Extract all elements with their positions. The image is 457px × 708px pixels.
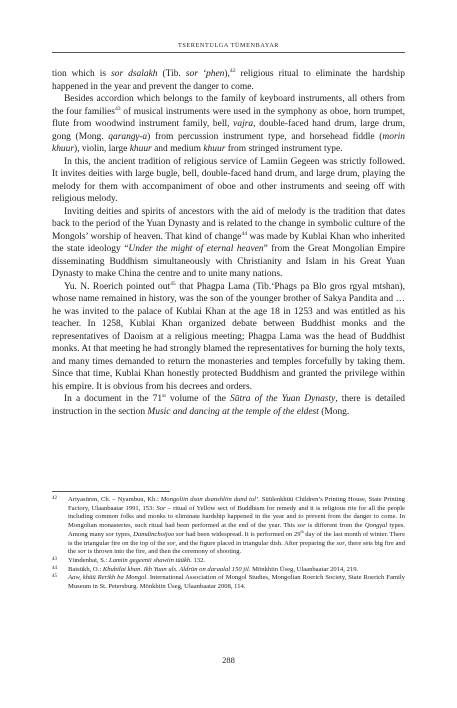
superscript-ref: 44 xyxy=(241,230,248,237)
italic-text: Under the might of eternal heaven xyxy=(128,244,264,254)
superscript-ref: 42 xyxy=(229,67,236,74)
footnote-number: 42 xyxy=(52,496,57,501)
page-number: 288 xyxy=(222,655,235,665)
paragraph: Yu. N. Roerich pointed out$^{45}$ that Phagpa Lama (Tib.‘Phags pa Blo gros rgyal mtshan), whose name remained in history, was the son of the younger brother of Sakya Pandita and … he was invited to the palace of Kublai Khan at the age 18 in 1253 and was entitled as his teacher. In 1258, Kublai Khan organized debate between Buddhist monks and the representatives of Daoism at a religious meeting; Phagpa Lama was the head of Buddhist monks. At that meeting he had strongly blamed the representatives for burning the holy texts, and many times demanded to return the monasteries and temples forcefully by taking them. Since that time, Kublai Khan honestly protected Buddhism and granted the privilege within his empire. It is obvious from his decrees and orders. xyxy=(52,280,406,392)
superscript-ref: th xyxy=(300,528,304,534)
italic-text: Khubilai khan. Ikh Yuan uls. Aldrün on daraalal 150 jil xyxy=(102,565,249,573)
italic-text: Sūtra of the Yuan Dynasty xyxy=(230,394,336,404)
header-rule xyxy=(52,52,405,53)
paragraph: In a document in the 71st volume of the Sūtra of the Yuan Dynasty, there is detailed instruction in the section Music and dancing at the temple of the eldest (Mong. xyxy=(52,392,405,417)
running-head: TSERENTULGA TÜMENBAYAR xyxy=(177,42,280,49)
italic-text: Lamiin gegeenii shawiin tüükh xyxy=(109,556,191,564)
italic-text: sor xyxy=(105,530,115,538)
footnote-number: 43 xyxy=(52,556,57,562)
italic-text: khuur xyxy=(203,144,226,154)
italic-text: Qongγal xyxy=(364,522,388,530)
footnote: 42 Ariyasüren, Ch. – Nyambuu, Kh.: Mongoliin dsan dsanshliin dund tol’. Süülenkhüü Children’s Printing House, State Printing Factory, Ulaanbaatar 1991, 153: Sor – ritual of Yellow sect of Buddhism for remedy and it is religious rite for all the people including common folks and monks to eliminate hardship happened in the year and to prevent from the danger to come. In Mongolian monasteries, such ritual had been performed at the end of the year. This sor is different from the Qongγal types. Among many sor types, Damdinchoijoo sor had been widespread. It is performed on 29th day of the last month of winter. There is the triangular fire on the top of the sor, and the figure placed in triangular dish. After preparing the sor, there sets big fire and the sor is thrown into the fire, and then the ceremony of shooting. xyxy=(52,496,405,556)
italic-text: sor xyxy=(166,539,176,547)
paragraph: Inviting deities and spirits of ancestors with the aid of melody is the tradition that dates back to the period of the Yuan Dynasty and is related to the change in symbolic culture of the Mongols’ worship of heaven. That kind of change$^{44}$ was made by Kublai Khan who inherited the state ideology “Under the might of eternal heaven” from the Great Mongolian Empire disseminating Buddhism simultaneously with Christianity and Islam in his Great Yuan Dynasty to make China the centre and to unite many nations. xyxy=(52,206,406,279)
footnote: 45 Aaw, khüü Rerikh ba Mongol. International Association of Mongol Studies, Mongolian Roerich Society, State Roerich Family Museum in St. Petersburg. Mönkhiin Üseg, Ulaanbaatar 2008, 114. xyxy=(52,574,405,591)
italic-text: sor xyxy=(336,539,345,547)
italic-text: khuur xyxy=(129,144,152,154)
superscript-ref: st xyxy=(162,392,166,399)
italic-text: Sor xyxy=(156,504,166,512)
italic-text: Music and dancing at the temple of the eldest xyxy=(147,406,319,417)
paragraph: Besides accordion which belongs to the family of keyboard instruments, all others from the four families$^{43}$ of musical instruments were used in the symphony as oboe, horn trumpet, flute from woodwind instrument family, bell, vajra, double-faced hand drum, large drum, gong (Mong. qarangγ-a) from percussion instrument type, and horsehead fiddle (morin khuur), violin, large khuur and medium khuur from stringed instrument type. xyxy=(52,94,406,154)
superscript-ref: 43 xyxy=(114,105,121,112)
italic-text: qarangγ-a xyxy=(108,131,148,142)
italic-text: sor dsalakh xyxy=(111,69,158,79)
italic-text: vajra, xyxy=(233,119,256,129)
italic-text: morin khuur xyxy=(52,131,405,154)
italic-text: sor xyxy=(77,548,87,556)
italic-text: sor xyxy=(297,522,306,530)
italic-text: Damdinchoijoo sor xyxy=(133,530,185,538)
footnotes xyxy=(52,496,405,592)
italic-text: Mongoliin dsan dsanshliin dund tol’ xyxy=(160,496,259,503)
footnote-number: 44 xyxy=(52,565,57,571)
footnote: 43 Yündenbat, S.: Lamiin gegeenii shawiin tüükh. 132. xyxy=(52,556,206,564)
italic-text: Aaw, khüü Rerikh ba Mongol xyxy=(68,574,147,582)
superscript-ref: 45 xyxy=(170,280,176,287)
italic-text: sor ‘phen xyxy=(185,69,225,79)
paragraph: In this, the ancient tradition of religious service of Lamiin Gegeen was strictly followed. It invites deities with large bugle, bell, double-faced hand drum, and large drum, playing the melody for them with accompaniment of oboe and other instruments and seeing off with religious melody. xyxy=(52,156,405,204)
body-text xyxy=(52,68,405,418)
footnote: 44 Batsükh, O.: Khubilai khan. Ikh Yuan uls. Aldrün on daraalal 150 jil. Mönkhiin Üseg, Ulaanbaatar 2014, 219. xyxy=(52,565,359,573)
footnote-number: 45 xyxy=(52,574,57,580)
paragraph: tion which is sor dsalakh (Tib. sor ‘phen),$^{42}$ religious ritual to eliminate the hardship happened in the year and prevent the danger to come. xyxy=(52,67,405,92)
footnote-rule xyxy=(52,491,170,492)
